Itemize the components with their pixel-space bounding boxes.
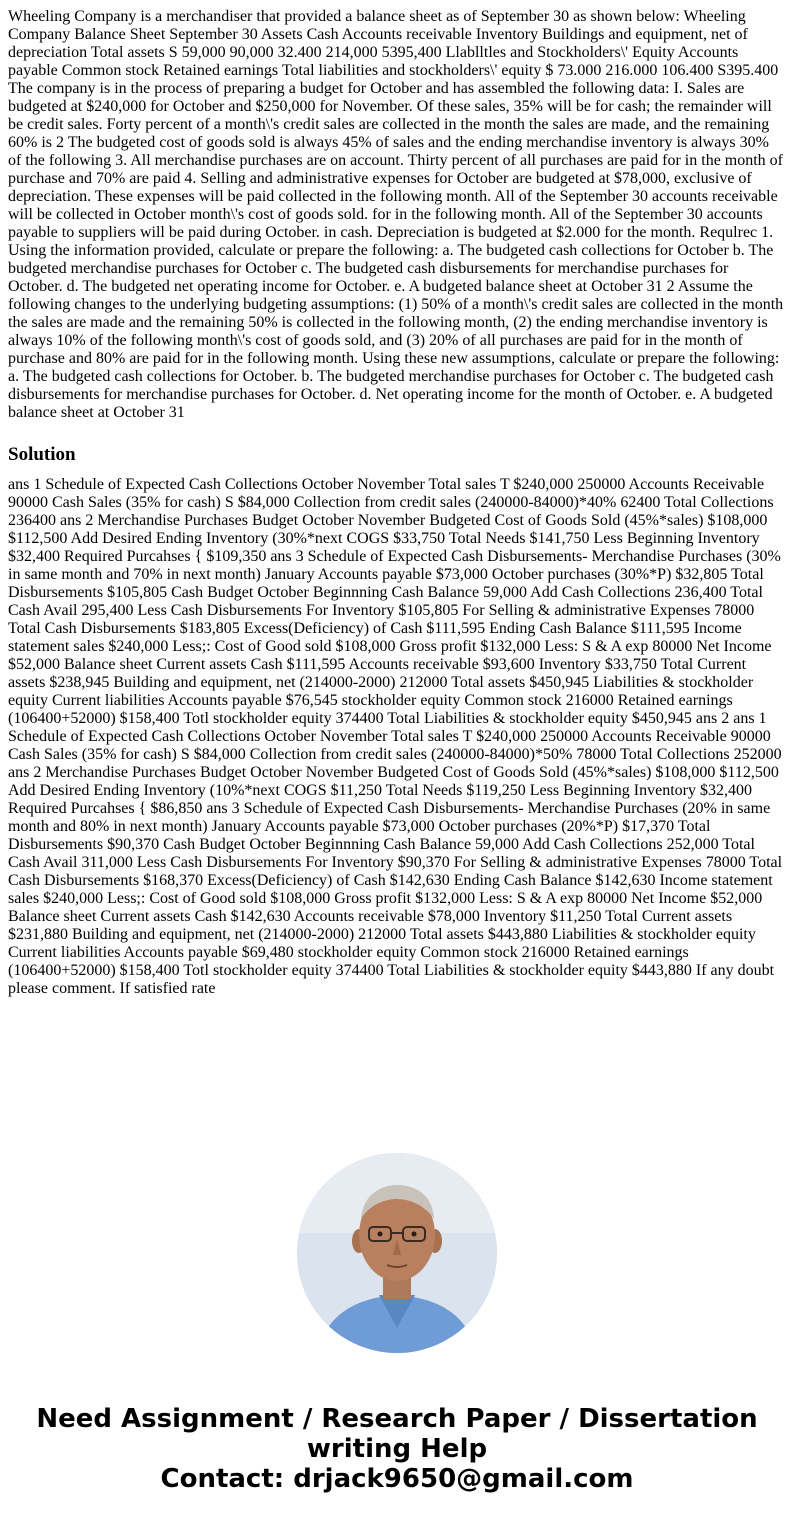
solution-text: ans 1 Schedule of Expected Cash Collections October November Total sales T $240,000 250000 Accounts Receivable 90000 Cash Sales (35% for cash) S $84,000 Collection from credit sales (240000-84000)*40% 62400 Total Collections 236400 ans 2 Merchandise Purchases Budget October November Budgeted Cost of Goods Sold (45%*sales) $108,000 $112,500 Add Desired Ending Inventory (30%*next COGS $33,750 Total Needs $141,750 Less Beginning Inventory $32,400 Required Purcahses { $109,350 ans 3 Schedule of Expected Cash Disbursements- Merchandise Purchases (30% in same month and 70% in next month) January Accounts payable $73,000 October purchases (30%*P) $32,805 Total Disbursements $105,805 Cash Budget October Beginnning Cash Balance 59,000 Add Cash Collections 236,400 Total Cash Avail 295,400 Less Cash Disbursements For Inventory $105,805 For Selling & administrative Expenses 78000 Total Cash Disbursements $183,805 Excess(Deficiency) of Cash $111,595 Ending Cash Balance $111,595 Income statement sales $240,000 Less;: Cost of Good sold $108,000 Gross profit $132,000 Less: S & A exp 80000 Net Income $52,000 Balance sheet Current assets Cash $111,595 Accounts receivable $93,600 Inventory $33,750 Total Current assets $238,945 Building and equipment, net (214000-2000) 212000 Total assets $450,945 Liabilities & stockholder equity Current liabilities Accounts payable $76,545 stockholder equity Common stock 216000 Retained earnings (106400+52000) $158,400 Totl stockholder equity 374400 Total Liabilities & stockholder equity $450,945 ans 2 ans 1 Schedule of Expected Cash Collections October November Total sales T $240,000 250000 Accounts Receivable 90000 Cash Sales (35% for cash) S $84,000 Collection from credit sales (240000-84000)*50% 78000 Total Collections 252000 ans 2 Merchandise Purchases Budget October November Budgeted Cost of Goods Sold (45%*sales) $108,000 $112,500 Add Desired Ending Inventory (10%*next COGS $11,250 Total Needs $119,250 Less Beginning Inventory $32,400 Required Purcahses { $86,850 ans 3 Schedule of Expected Cash Disbursements- Merchandise Purchases (20% in same month and 80% in next month) January Accounts payable $73,000 October purchases (20%*P) $17,370 Total Disbursements $90,370 Cash Budget October Beginnning Cash Balance 59,000 Add Cash Collections 252,000 Total Cash Avail 311,000 Less Cash Disbursements For Inventory $90,370 For Selling & administrative Expenses 78000 Total Cash Disbursements $168,370 Excess(Deficiency) of Cash $142,630 Ending Cash Balance $142,630 Income statement sales $240,000 Less;: Cost of Good sold $108,000 Gross profit $132,000 Less: S & A exp 80000 Net Income $52,000 Balance sheet Current assets Cash $142,630 Accounts receivable $78,000 Inventory $11,250 Total Current assets $231,880 Building and equipment, net (214000-2000) 212000 Total assets $443,880 Liabilities & stockholder equity Current liabilities Accounts payable $69,480 stockholder equity Common stock 216000 Retained earnings (106400+52000) $158,400 Totl stockholder equity 374400 Total Liabilities & stockholder equity $443,880 If any doubt please comment. If satisfied rate xyxy=(8,476,783,997)
question-text: Wheeling Company is a merchandiser that provided a balance sheet as of September 30 as shown below: Wheeling Company Balance Sheet September 30 Assets Cash Accounts receivable Inventory Buildings and equipment, net of depreciation Total assets S 59,000 90,000 32.400 214,000 5395,400 Llablltles and Stockholders\' Equity Accounts payable Common stock Retained earnings Total liabilities and stockholders\' equity $ 73.000 216.000 106.400 S395.400 The company is in the process of preparing a budget for October and has assembled the following data: I. Sales are budgeted at $240,000 for October and $250,000 for November. Of these sales, 35% will be for cash; the remainder will be credit sales. Forty percent of a month\'s credit sales are collected in the month the sales are made, and the remaining 60% is 2 The budgeted cost of goods sold is always 45% of sales and the ending merchandise inventory is always 30% of the following 3. All merchandise purchases are on account. Thirty percent of all purchases are paid for in the month of purchase and 70% are paid 4. Selling and administrative expenses for October are budgeted at $78,000, exclusive of depreciation. These expenses will be paid collected in the following month. All of the September 30 accounts receivable will be collected in October month\'s cost of goods sold. for in the following month. All of the September 30 accounts payable to suppliers will be paid during October. in cash. Depreciation is budgeted at $2.000 for the month. Requlrec 1. Using the information provided, calculate or prepare the following: a. The budgeted cash collections for October b. The budgeted merchandise purchases for October c. The budgeted cash disbursements for merchandise purchases for October. d. The budgeted net operating income for October. e. A budgeted balance sheet at October 31 2 Assume the following changes to the underlying budgeting assumptions: (1) 50% of a month\'s credit sales are collected in the month the sales are made and the remaining 50% is collected in the following month, (2) the ending merchandise inventory is always 10% of the following month\'s cost of goods sold, and (3) 20% of all purchases are paid for in the month of purchase and 80% are paid for in the following month. Using these new assumptions, calculate or prepare the following: a. The budgeted cash collections for October. b. The budgeted merchandise purchases for October c. The budgeted cash disbursements for merchandise purchases for October. d. Net operating income for the month of October. e. A budgeted balance sheet at October 31 xyxy=(8,8,784,421)
tutor-avatar xyxy=(297,1153,497,1353)
promo-banner xyxy=(0,1404,794,1494)
tutor-portrait-icon xyxy=(297,1153,497,1353)
promo-line-2: writing Help xyxy=(306,1434,488,1464)
promo-line-1: Need Assignment / Research Paper / Dissertation xyxy=(36,1404,758,1434)
promo-contact: Contact: drjack9650@gmail.com xyxy=(160,1464,634,1494)
solution-heading: Solution xyxy=(8,444,76,465)
